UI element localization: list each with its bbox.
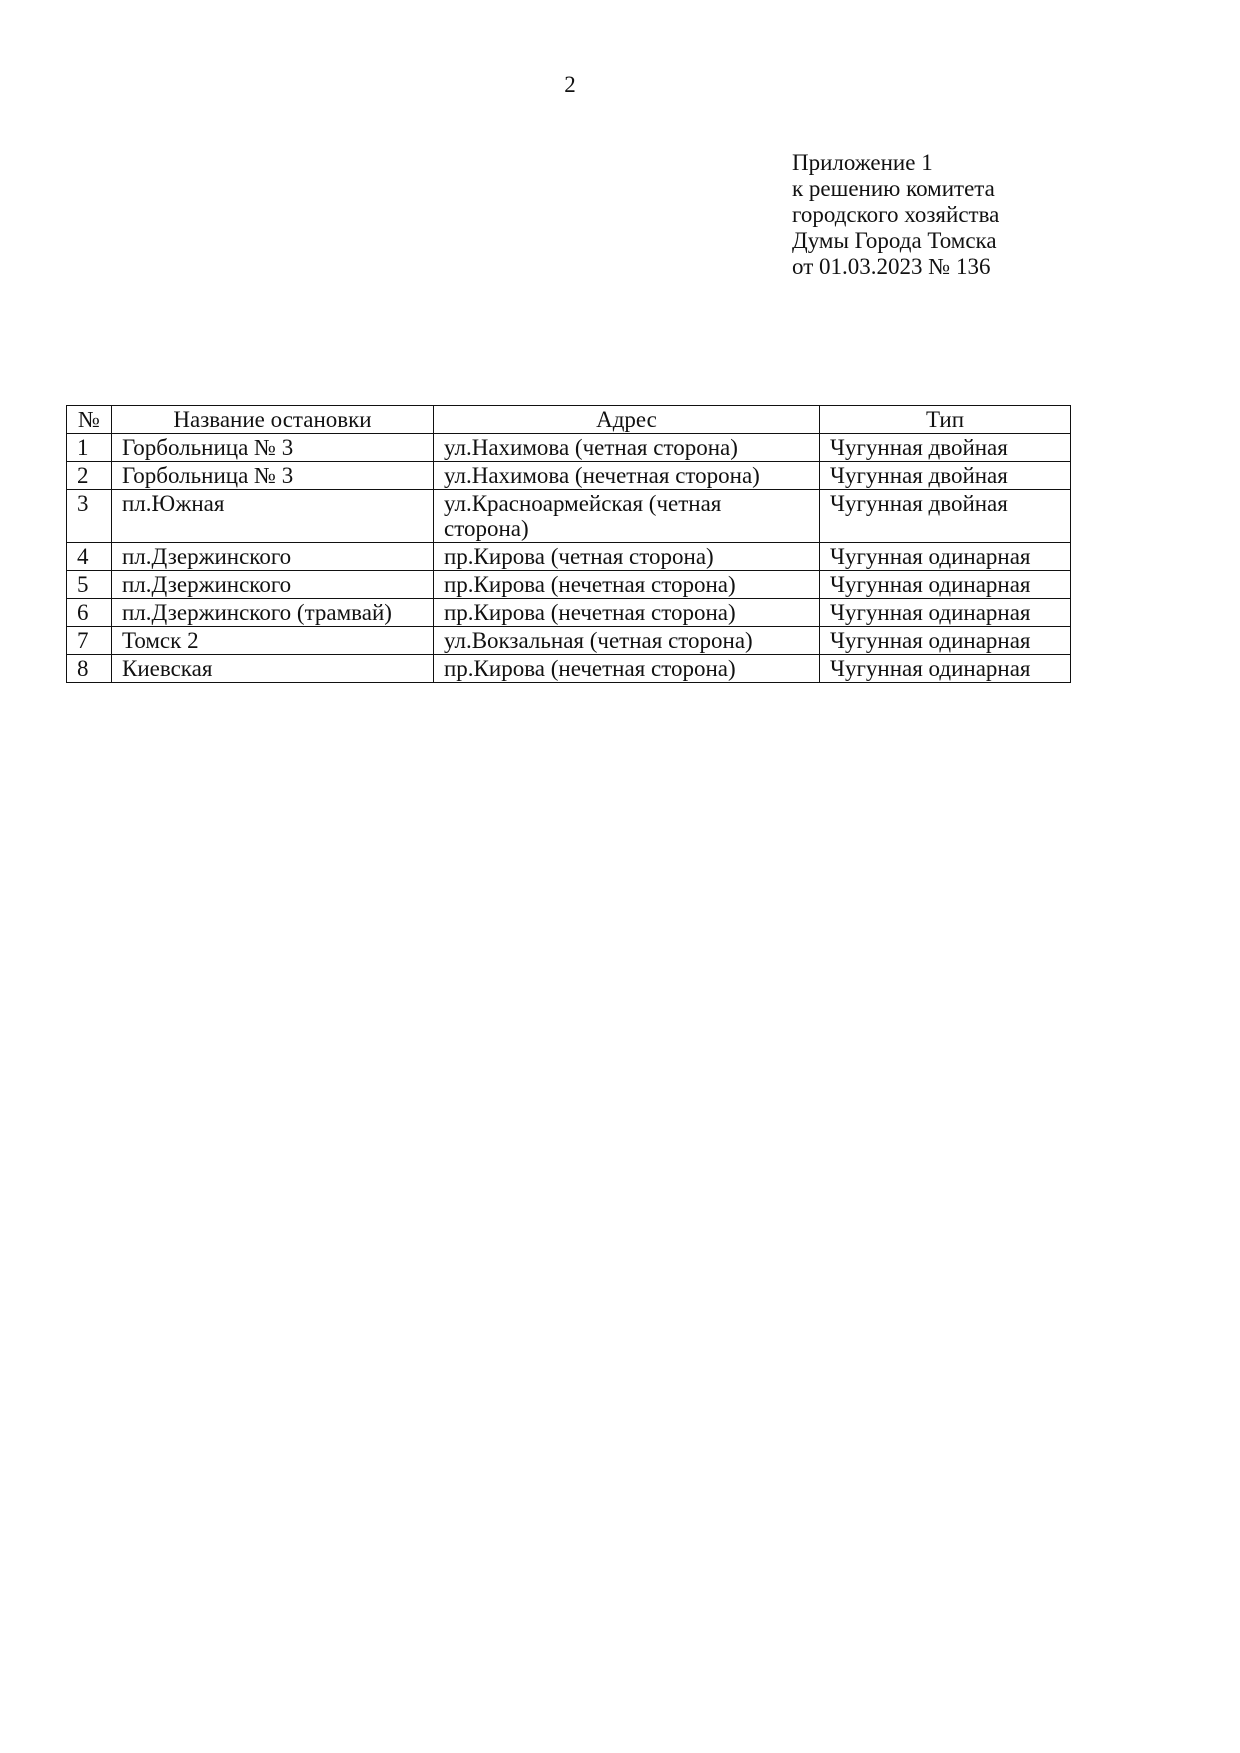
row-type: Чугунная одинарная xyxy=(820,599,1071,627)
appendix-line: от 01.03.2023 № 136 xyxy=(792,254,991,279)
row-type: Чугунная одинарная xyxy=(820,627,1071,655)
page-number: 2 xyxy=(564,72,576,97)
header-type: Тип xyxy=(820,406,1071,434)
row-address: ул.Вокзальная (четная сторона) xyxy=(434,627,820,655)
bus-stops-table xyxy=(66,405,1071,683)
row-number: 5 xyxy=(67,571,112,599)
appendix-line: Приложение 1 xyxy=(792,150,933,175)
row-type: Чугунная двойная xyxy=(820,490,1071,543)
table-row xyxy=(67,462,1071,490)
row-number: 2 xyxy=(67,462,112,490)
row-number: 1 xyxy=(67,434,112,462)
appendix-header xyxy=(792,150,999,280)
appendix-line: к решению комитета xyxy=(792,176,995,201)
row-number: 3 xyxy=(67,490,112,543)
row-type: Чугунная одинарная xyxy=(820,543,1071,571)
row-address: пр.Кирова (нечетная сторона) xyxy=(434,655,820,683)
row-address: ул.Нахимова (нечетная сторона) xyxy=(434,462,820,490)
row-stop-name: пл.Южная xyxy=(112,490,434,543)
row-stop-name: пл.Дзержинского xyxy=(112,543,434,571)
row-stop-name: Киевская xyxy=(112,655,434,683)
table-row xyxy=(67,543,1071,571)
row-stop-name: Томск 2 xyxy=(112,627,434,655)
row-type: Чугунная одинарная xyxy=(820,571,1071,599)
table-header-row xyxy=(67,406,1071,434)
row-number: 4 xyxy=(67,543,112,571)
table-row xyxy=(67,571,1071,599)
table-row xyxy=(67,599,1071,627)
row-stop-name: Горбольница № 3 xyxy=(112,434,434,462)
row-stop-name: пл.Дзержинского xyxy=(112,571,434,599)
header-stop-name: Название остановки xyxy=(112,406,434,434)
header-number: № xyxy=(67,406,112,434)
table-row xyxy=(67,434,1071,462)
row-number: 8 xyxy=(67,655,112,683)
appendix-line: городского хозяйства xyxy=(792,202,1000,227)
row-address: пр.Кирова (нечетная сторона) xyxy=(434,571,820,599)
row-type: Чугунная двойная xyxy=(820,462,1071,490)
row-address: пр.Кирова (четная сторона) xyxy=(434,543,820,571)
row-number: 7 xyxy=(67,627,112,655)
row-address: пр.Кирова (нечетная сторона) xyxy=(434,599,820,627)
row-stop-name: Горбольница № 3 xyxy=(112,462,434,490)
row-stop-name: пл.Дзержинского (трамвай) xyxy=(112,599,434,627)
row-type: Чугунная одинарная xyxy=(820,655,1071,683)
appendix-line: Думы Города Томска xyxy=(792,228,997,253)
row-address: ул.Нахимова (четная сторона) xyxy=(434,434,820,462)
header-address: Адрес xyxy=(434,406,820,434)
table-row xyxy=(67,627,1071,655)
row-number: 6 xyxy=(67,599,112,627)
row-type: Чугунная двойная xyxy=(820,434,1071,462)
table-row xyxy=(67,655,1071,683)
row-address: ул.Красноармейская (четная сторона) xyxy=(434,490,820,543)
table-row xyxy=(67,490,1071,543)
